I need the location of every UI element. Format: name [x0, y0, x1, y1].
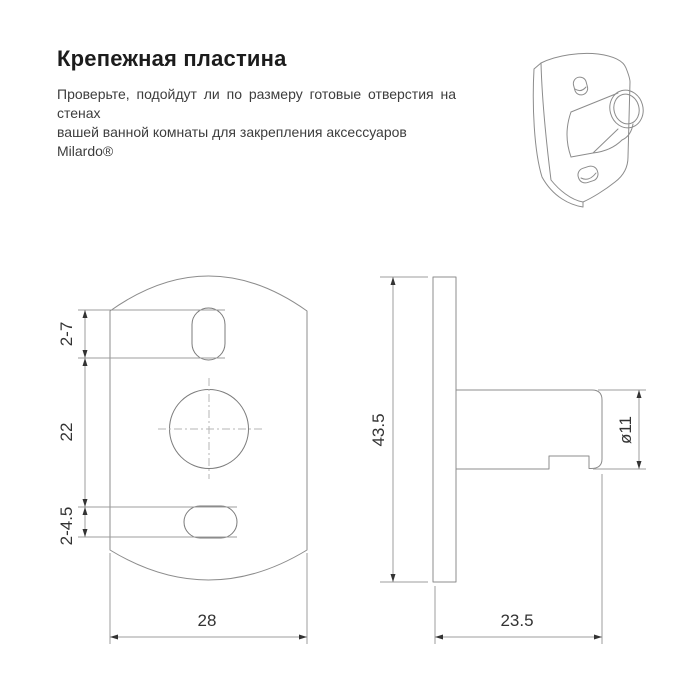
side-extension-lines [380, 277, 646, 644]
iso-bottom-slot-depth [581, 173, 596, 179]
dim-plate-width: 28 [197, 611, 217, 630]
front-view [110, 276, 307, 580]
front-view-dimensions [78, 310, 307, 644]
side-boss-outline [456, 390, 602, 469]
iso-plate-thickness [533, 63, 583, 207]
iso-boss-face-outer [606, 86, 648, 131]
dim-slot-spacing: 22 [57, 422, 76, 442]
side-plate-outline [433, 277, 456, 582]
iso-boss-bottom-edge [571, 153, 593, 157]
front-extension-lines [78, 310, 307, 644]
iso-top-slot [572, 76, 589, 97]
dim-total-depth: 23.5 [500, 611, 534, 630]
dim-plate-height: 43.5 [369, 413, 388, 447]
description-line-2: вашей ванной комнаты для закрепления аксессуаров Milardo® [57, 124, 407, 159]
side-view [433, 277, 602, 582]
dim-top-slot-height: 2-7 [57, 321, 76, 347]
iso-boss-base [567, 112, 571, 157]
side-view-dimensions [380, 277, 646, 644]
front-top-slot [192, 308, 225, 360]
page-title: Крепежная пластина [57, 46, 287, 71]
dim-boss-diameter: ø11 [616, 415, 635, 445]
iso-top-slot-depth [575, 87, 586, 91]
front-dim-lines [85, 310, 307, 637]
dim-bottom-slot-height: 2-4.5 [57, 506, 76, 546]
iso-bottom-slot [576, 164, 600, 184]
isometric-view [533, 53, 647, 207]
front-bottom-slot [184, 506, 237, 538]
description-line-1: Проверьте, подойдут ли по размеру готовые отверстия на стенах [57, 86, 456, 121]
